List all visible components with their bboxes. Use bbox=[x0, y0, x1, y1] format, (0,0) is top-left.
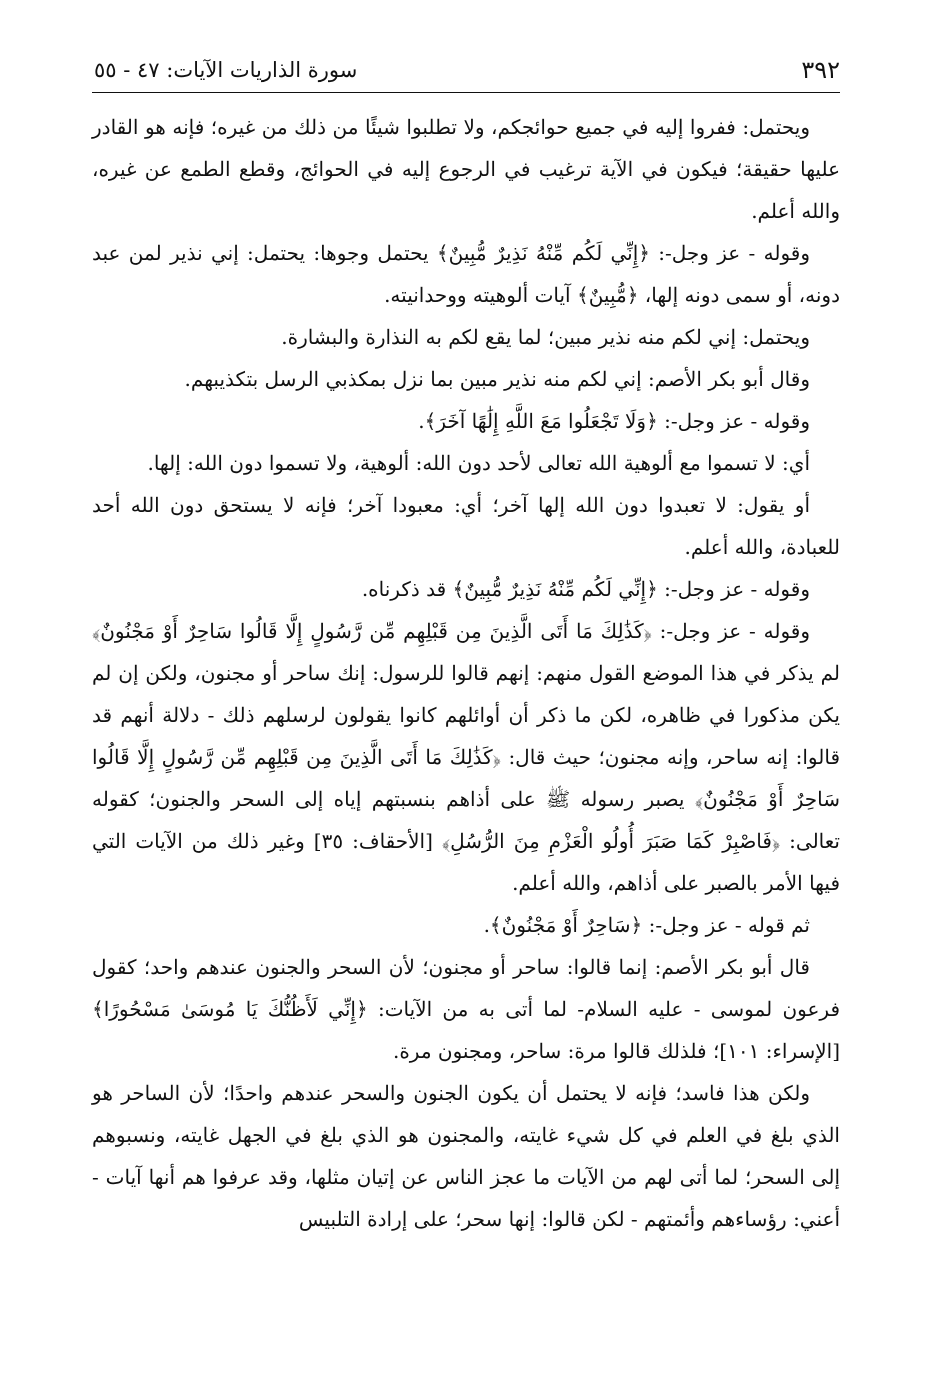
running-header bbox=[92, 52, 840, 93]
surah-title: سورة الذاريات الآيات: ٤٧ - ٥٥ bbox=[94, 58, 358, 82]
paragraph: وقوله - عز وجل-: ﴿إِنِّي لَكُم مِّنْهُ نَذِيرٌ مُّبِينٌ﴾ قد ذكرناه. bbox=[361, 577, 810, 601]
paragraph: أو يقول: لا تعبدوا دون الله إلها آخر؛ أي: معبودا آخر؛ فإنه لا يستحق دون الله أحد للعبادة، والله أعلم. bbox=[92, 493, 840, 559]
paragraph: وقوله - عز وجل-: ﴿كَذَٰلِكَ مَا أَتَى الَّذِينَ مِن قَبْلِهِم مِّن رَّسُولٍ إِلَّا قَالُوا سَاحِرٌ أَوْ مَجْنُونٌ﴾ لم يذكر في هذا الموضع القول منهم: إنهم قالوا للرسول: إنك ساحر أو مجنون، ولكن إن لم يكن مذكورا في ظاهره، لكن ما ذكر أن أوائلهم كانوا يقولون لرسلهم ذلك - دلالة أنهم قد قالوا: إنه ساحر، وإنه مجنون؛ حيث قال: ﴿كَذَٰلِكَ مَا أَتَى الَّذِينَ مِن قَبْلِهِم مِّن رَّسُولٍ إِلَّا قَالُوا سَاحِرٌ أَوْ مَجْنُونٌ﴾ يصبر رسوله ﷺ على أذاهم بنسبتهم إياه إلى السحر والجنون؛ كقوله تعالى: ﴿فَاصْبِرْ كَمَا صَبَرَ أُولُو الْعَزْمِ مِنَ الرُّسُلِ﴾ [الأحقاف: ٣٥] وغير ذلك من الآيات التي فيها الأمر بالصبر على أذاهم، والله أعلم. bbox=[92, 619, 840, 895]
paragraph: وقوله - عز وجل-: ﴿إِنِّي لَكُم مِّنْهُ نَذِيرٌ مُّبِينٌ﴾ يحتمل وجوها: يحتمل: إني نذير لمن عبد دونه، أو سمى دونه إلها، ﴿مُّبِينٌ﴾ آيات ألوهيته ووحدانيته. bbox=[92, 241, 840, 307]
paragraph: وقال أبو بكر الأصم: إني لكم منه نذير مبين بما نزل بمكذبي الرسل بتكذيبهم. bbox=[184, 367, 810, 391]
paragraph: أي: لا تسموا مع ألوهية الله تعالى لأحد دون الله: ألوهية، ولا تسموا دون الله: إلها. bbox=[147, 451, 810, 475]
body-text bbox=[92, 106, 840, 1240]
page-number: ٣٩٢ bbox=[801, 56, 840, 84]
paragraph: قال أبو بكر الأصم: إنما قالوا: ساحر أو مجنون؛ لأن السحر والجنون عندهم واحد؛ كقول فرعون لموسى - عليه السلام- لما أتى به من الآيات: ﴿إِنِّي لَأَظُنُّكَ يَا مُوسَىٰ مَسْحُورًا﴾ [الإسراء: ١٠١]؛ فلذلك قالوا مرة: ساحر، ومجنون مرة. bbox=[92, 955, 840, 1063]
paragraph: وقوله - عز وجل-: ﴿وَلَا تَجْعَلُوا مَعَ اللَّهِ إِلَٰهًا آخَرَ﴾. bbox=[418, 409, 810, 433]
paragraph: ثم قوله - عز وجل-: ﴿سَاحِرٌ أَوْ مَجْنُونٌ﴾. bbox=[483, 913, 810, 937]
paragraph: ولكن هذا فاسد؛ فإنه لا يحتمل أن يكون الجنون والسحر عندهم واحدًا؛ لأن الساحر هو الذي بلغ في العلم في كل شيء غايته، والمجنون هو الذي بلغ في الجهل غايته، ونسبوهم إلى السحر؛ لما أتى لهم من الآيات ما عجز الناس عن إتيان مثلها، وقد عرفوا هم أنها آيات - أعني: رؤساءهم وأئمتهم - لكن قالوا: إنها سحر؛ على إرادة التلبيس bbox=[92, 1081, 840, 1231]
paragraph: ويحتمل: إني لكم منه نذير مبين؛ لما يقع لكم به النذارة والبشارة. bbox=[281, 325, 810, 349]
paragraph: ويحتمل: ففروا إليه في جميع حوائجكم، ولا تطلبوا شيئًا من ذلك من غيره؛ فإنه هو القادر عليها حقيقة؛ فيكون في الآية ترغيب في الرجوع إليه في الحوائج، وقطع الطمع عن غيره، والله أعلم. bbox=[92, 115, 840, 223]
